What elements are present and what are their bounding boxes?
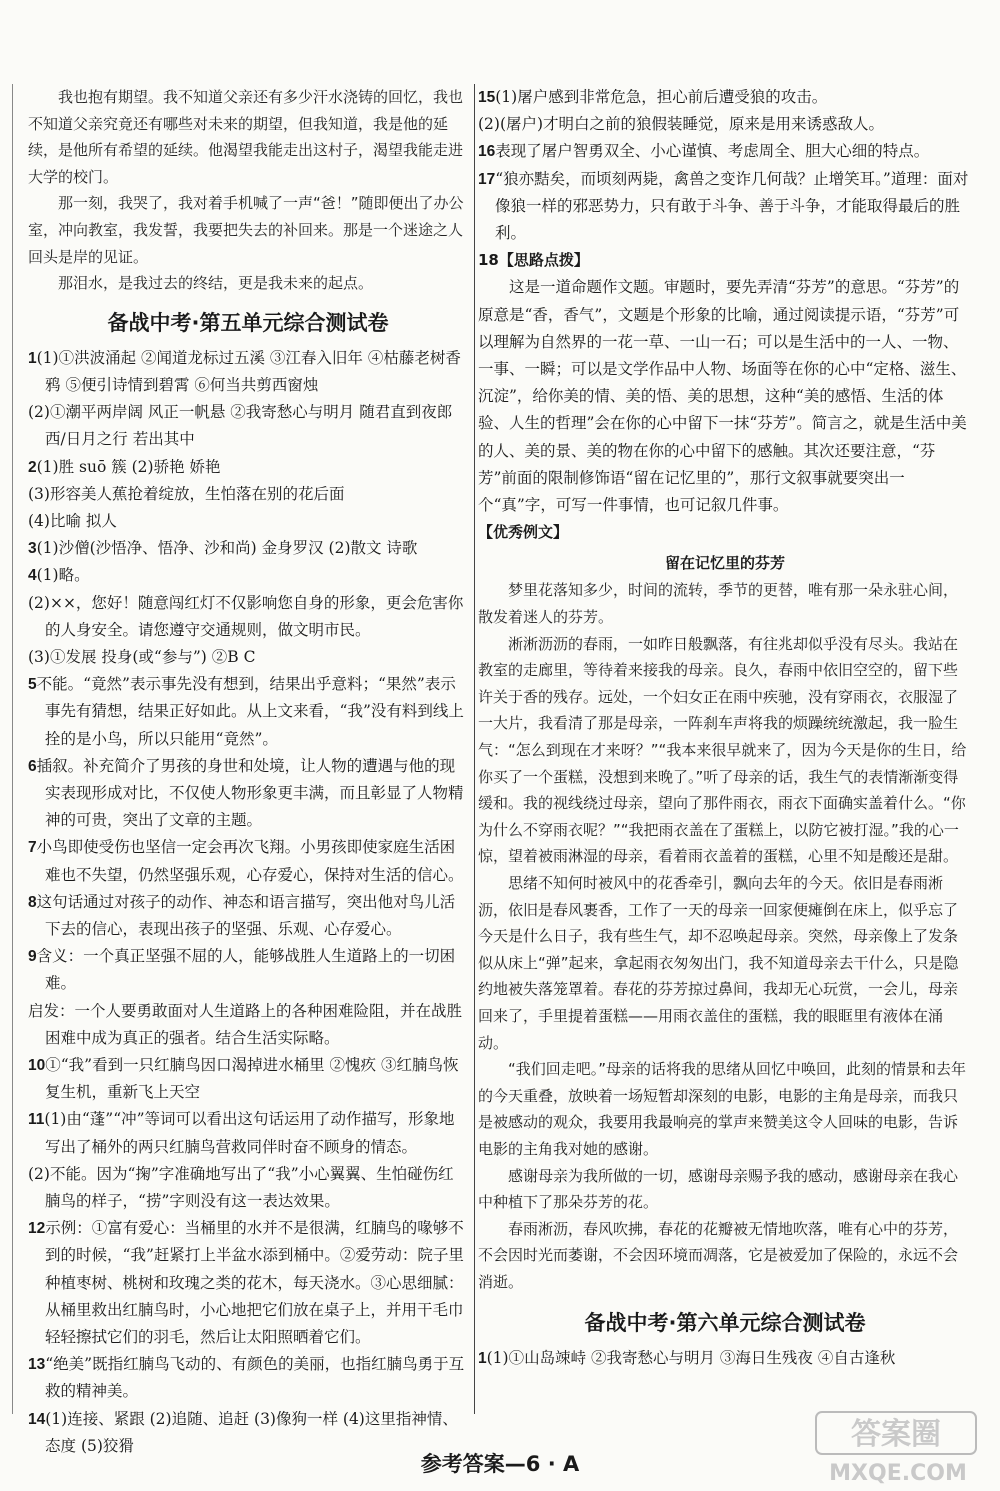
answer-item xyxy=(478,84,972,111)
answer-number: 6 xyxy=(28,757,37,775)
answer-item xyxy=(28,508,468,535)
essay-paragraph: “我们回走吧。”母亲的话将我的思绪从回忆中唤回，此刻的情景和去年的今天重叠，放映着一场短暂却深刻的电影，电影的主角是母亲，而我只是被感动的观众，我要用我最响亮的掌声来赞美这令人回味的电影，告诉电影的主角我对她的感谢。 xyxy=(478,1060,967,1158)
answer-item xyxy=(28,998,468,1052)
answer-item xyxy=(28,753,468,835)
answer-item xyxy=(478,111,972,138)
answer-text: 不能。“竟然”表示事先没有想到，结果出乎意料；“果然”表示事先有猜想，结果正好如此。从上文来看，“我”没有料到线上拴的是小鸟，所以只能用“竟然”。 xyxy=(36,675,464,748)
example-label: 【优秀例文】 xyxy=(478,523,569,542)
q18-text: 这是一道命题作文题。审题时，要先弄清“芬芳”的意思。“芬芳”的原意是“香，香气”，文题是个形象的比喻，通过阅读提示语，“芬芳”可以理解为自然界的一花一草、一山一石；可以是生活中的一人、一物、一事、一瞬；可以是文学作品中人物、场面等在你的心中“定格、滋生、沉淀”，给你美的情、美的悟、美的思想，这种“美的感悟、生活的体验、人生的哲理”会在你的心中留下一抹“芬芳”。简言之，就是生活中美的人、美的景、美的物在你的心中留下的感触。其次还要注意，“芬芳”前面的限制修饰语“留在记忆里的”，那行文叙事就要突出一个“真”字，可写一件事情，也可记叙几件事。 xyxy=(478,278,967,515)
handwritten-paragraph: 那一刻，我哭了，我对着手机喊了一声“爸！”随即便出了办公室，冲向教室，我发誓，我要把失去的补回来。那是一个迷途之人回头是岸的见证。 xyxy=(28,194,464,266)
answer-text: (1)屠户感到非常危急，担心前后遭受狼的攻击。 xyxy=(495,88,828,106)
section6-title: 备战中考·第六单元综合测试卷 xyxy=(584,1311,866,1336)
essay-paragraph: 思绪不知何时被风中的花香牵引，飘向去年的今天。依旧是春雨淅沥，依旧是春风裹香，工作了一天的母亲一回家便瘫倒在床上，似乎忘了今天是什么日子，我有些生气，却不忍唤起母亲。突然，母亲像上了发条似从床上“弹”起来，拿起雨衣匆匆出门，我不知道母亲去干什么，只是隐约地被失落笼罩着。春花的芬芳掠过鼻间，我却无心玩赏，一会儿，母亲回来了，手里提着蛋糕——用雨衣盖住的蛋糕，我的眼眶里有液体在涌动。 xyxy=(478,873,959,1052)
q18-label: 18【思路点拨】 xyxy=(478,251,589,270)
answer-number: 4 xyxy=(28,567,37,585)
answer-number: 9 xyxy=(28,948,37,966)
watermark-logo xyxy=(814,1408,982,1486)
answer-item xyxy=(478,1345,972,1372)
answer-text: ①“我”看到一只红腩鸟因口渴掉进水桶里 ②愧疚 ③红腩鸟恢复生机，重新飞上天空 xyxy=(45,1056,459,1102)
answer-text: (1)①洪波涌起 ②闻道龙标过五溪 ③江春入旧年 ④枯藤老树香鸦 ⑤便引诗情到碧霄 ⑥何当共剪西窗烛 xyxy=(36,348,461,394)
answer-number: 10 xyxy=(28,1057,46,1075)
answer-number: 13 xyxy=(28,1356,46,1374)
answer-item xyxy=(28,644,468,671)
answer-number: 1 xyxy=(28,349,37,367)
essay-paragraph: 春雨淅沥，春风吹拂，春花的花瓣被无情地吹落，唯有心中的芬芳，不会因时光而萎谢，不会因环境而凋落，它是被爱加了保险的，永远不会消逝。 xyxy=(478,1219,959,1291)
answer-number: 14 xyxy=(28,1410,46,1428)
essay-paragraph: 梦里花落知多少，时间的流转，季节的更替，唯有那一朵永驻心间，散发着迷人的芬芳。 xyxy=(478,581,959,627)
answer-item xyxy=(28,535,468,562)
answer-number: 16 xyxy=(478,143,496,161)
answer-item xyxy=(28,590,468,644)
handwritten-paragraph: 那泪水，是我过去的终结，更是我未来的起点。 xyxy=(58,274,374,293)
answer-text: (3)形容美人蕉抢着绽放，生怕落在别的花后面 xyxy=(28,484,345,503)
answer-list xyxy=(478,84,972,247)
answer-text: (1)连接、紧跟 (2)追随、追赶 (3)像狗一样 (4)这里指神情、态度 (5)狡猾 xyxy=(45,1409,458,1455)
answer-item xyxy=(28,1351,468,1405)
answer-text: 启发：一个人要勇敢面对人生道路上的各种困难险阻，并在战胜困难中成为真正的强者。结合生活实际略。 xyxy=(28,1001,463,1047)
answer-text: 小鸟即使受伤也坚信一定会再次飞翔。小男孩即使家庭生活困难也不失望，仍然坚强乐观，心存爱心，保持对生活的信心。 xyxy=(36,838,464,884)
answer-text: (2)(屠户)才明白之前的狼假装睡觉，原来是用来诱惑敌人。 xyxy=(478,115,885,134)
answer-item xyxy=(28,671,468,753)
answer-number: 8 xyxy=(28,893,37,911)
answer-item xyxy=(478,138,972,165)
answer-text: 表现了屠户智勇双全、小心谨慎、考虑周全、胆大心细的特点。 xyxy=(495,142,930,161)
answer-text: (1)由“蓬”“冲”等词可以看出这句话运用了动作描写，形象地写出了桶外的两只红腩鸟营救同伴时奋不顾身的情态。 xyxy=(44,1110,455,1156)
answer-item xyxy=(28,1052,468,1106)
answer-item xyxy=(478,166,972,248)
answer-number: 1 xyxy=(478,1350,487,1368)
answer-number: 11 xyxy=(28,1111,45,1129)
answer-item xyxy=(28,454,468,481)
essay-title: 留在记忆里的芬芳 xyxy=(664,554,785,573)
watermark-url: MXQE.COM xyxy=(829,1461,967,1486)
answer-number: 7 xyxy=(28,839,37,857)
answer-text: 示例：①富有爱心：当桶里的水并不是很满，红腩鸟的喙够不到的时候，“我”赶紧打上半盆水添到桶中。②爱劳动：院子里种植枣树、桃树和玫瑰之类的花木，每天浇水。③心思细腻：从桶里救出红腩鸟时，小心地把它们放在桌子上，并用干毛巾轻轻擦拭它们的羽毛，然后让太阳照晒着它们。 xyxy=(45,1219,464,1347)
page-footer: 参考答案—6 · A xyxy=(420,1452,580,1476)
essay-paragraph: 感谢母亲为我所做的一切，感谢母亲赐予我的感动，感谢母亲在我心中种植下了那朵芬芳的花。 xyxy=(478,1166,959,1212)
answer-text: 这句话通过对孩子的动作、神态和语言描写，突出他对鸟儿活下去的信心，表现出孩子的坚强、乐观、心存爱心。 xyxy=(36,892,456,939)
answer-list xyxy=(28,345,468,1460)
answer-number: 15 xyxy=(478,89,496,106)
watermark-text: 答案圈 xyxy=(851,1417,941,1452)
handwritten-paragraph: 我也抱有期望。我不知道父亲还有多少汗水浇铸的回忆，我也不知道父亲究竟还有哪些对未来的期望，但我知道，我是他的延续，是他所有希望的延续。他渴望我能走出这村子，渴望我能走进大学的校门。 xyxy=(28,88,464,186)
answer-item xyxy=(28,1106,468,1160)
answer-text: (1)略。 xyxy=(36,566,90,585)
answer-text: (1)①山岛竦峙 ②我寄愁心与明月 ③海日生残夜 ④自古逢秋 xyxy=(486,1349,896,1368)
left-margin-rule xyxy=(12,84,13,1414)
answer-item xyxy=(28,943,468,997)
column-divider xyxy=(474,84,475,1414)
answer-text: (2)不能。因为“掬”字准确地写出了“我”小心翼翼、生怕碰伤红腩鸟的样子，“捞”字则没有这一表达效果。 xyxy=(28,1164,454,1211)
answer-item xyxy=(28,1161,468,1215)
answer-text: (1)沙僧(沙悟净、悟净、沙和尚) 金身罗汉 (2)散文 诗歌 xyxy=(36,539,418,558)
answer-text: 插叙。补充简介了男孩的身世和处境，让人物的遭遇与他的现实表现形成对比，不仅使人物形象更丰满，而且彰显了人物精神的可贵，突出了文章的主题。 xyxy=(36,756,464,830)
answer-text: (2)①潮平两岸阔 风正一帆悬 ②我寄愁心与明月 随君直到夜郎西/日月之行 若出其中 xyxy=(28,403,453,449)
answer-item xyxy=(28,481,468,508)
essay-paragraph: 淅淅沥沥的春雨，一如昨日般飘落，有往兆却似乎没有尽头。我站在教室的走廊里，等待着来接我的母亲。良久，春雨中依旧空空的，留下些许关于香的残存。远处，一个妇女正在雨中疾驰，没有穿雨衣，衣服湿了一大片，我看清了那是母亲，一阵刹车声将我的烦躁统统激起，我一脸生气：“怎么到现在才来呀？”“我本来很早就来了，因为今天是你的生日，给你买了一个蛋糕，没想到来晚了。”听了母亲的话，我生气的表情渐渐变得缓和。我的视线绕过母亲，望向了那件雨衣，雨衣下面确实盖着什么。“你为什么不穿雨衣呢？”“我把雨衣盖在了蛋糕上，以防它被打湿。”我的心一惊，望着被雨淋湿的母亲，看着雨衣盖着的蛋糕，心里不知是酸还是甜。 xyxy=(478,634,967,866)
left-column xyxy=(28,84,468,1460)
section5-title: 备战中考·第五单元综合测试卷 xyxy=(107,310,389,335)
answer-item xyxy=(28,399,468,453)
answer-text: “绝美”既指红腩鸟飞动的、有颜色的美丽，也指红腩鸟勇于互救的精神美。 xyxy=(45,1355,465,1401)
answer-text: (3)①发展 投身(或“参与”) ②B C xyxy=(28,647,256,666)
answer-number: 17 xyxy=(478,170,496,188)
answer-item xyxy=(28,345,468,399)
answer-item xyxy=(28,889,468,943)
answer-text: “狼亦黠矣，而顷刻两毙，禽兽之变诈几何哉？止增笑耳。”道理：面对像狼一样的邪恶势力，只有敢于斗争、善于斗争，才能取得最后的胜利。 xyxy=(495,169,969,243)
answer-number: 12 xyxy=(28,1220,46,1238)
essay-body xyxy=(478,577,972,1295)
answer-text: (2)××，您好！随意闯红灯不仅影响您自身的形象，更会危害你的人身安全。请您遵守交通规则，做文明市民。 xyxy=(28,593,464,639)
right-column xyxy=(478,84,972,1373)
answer-item xyxy=(28,1215,468,1351)
answer-number: 3 xyxy=(28,540,37,558)
answer-text: (1)胜 suō 簇 (2)骄艳 娇艳 xyxy=(36,457,221,476)
answer-item xyxy=(28,562,468,589)
answer-number: 5 xyxy=(28,676,37,694)
answer-text: (4)比喻 拟人 xyxy=(28,511,117,530)
answer-number: 2 xyxy=(28,458,37,476)
answer-text: 含义：一个真正坚强不屈的人，能够战胜人生道路上的一切困难。 xyxy=(36,947,456,993)
q18-block xyxy=(478,247,972,274)
answer-item xyxy=(28,834,468,888)
